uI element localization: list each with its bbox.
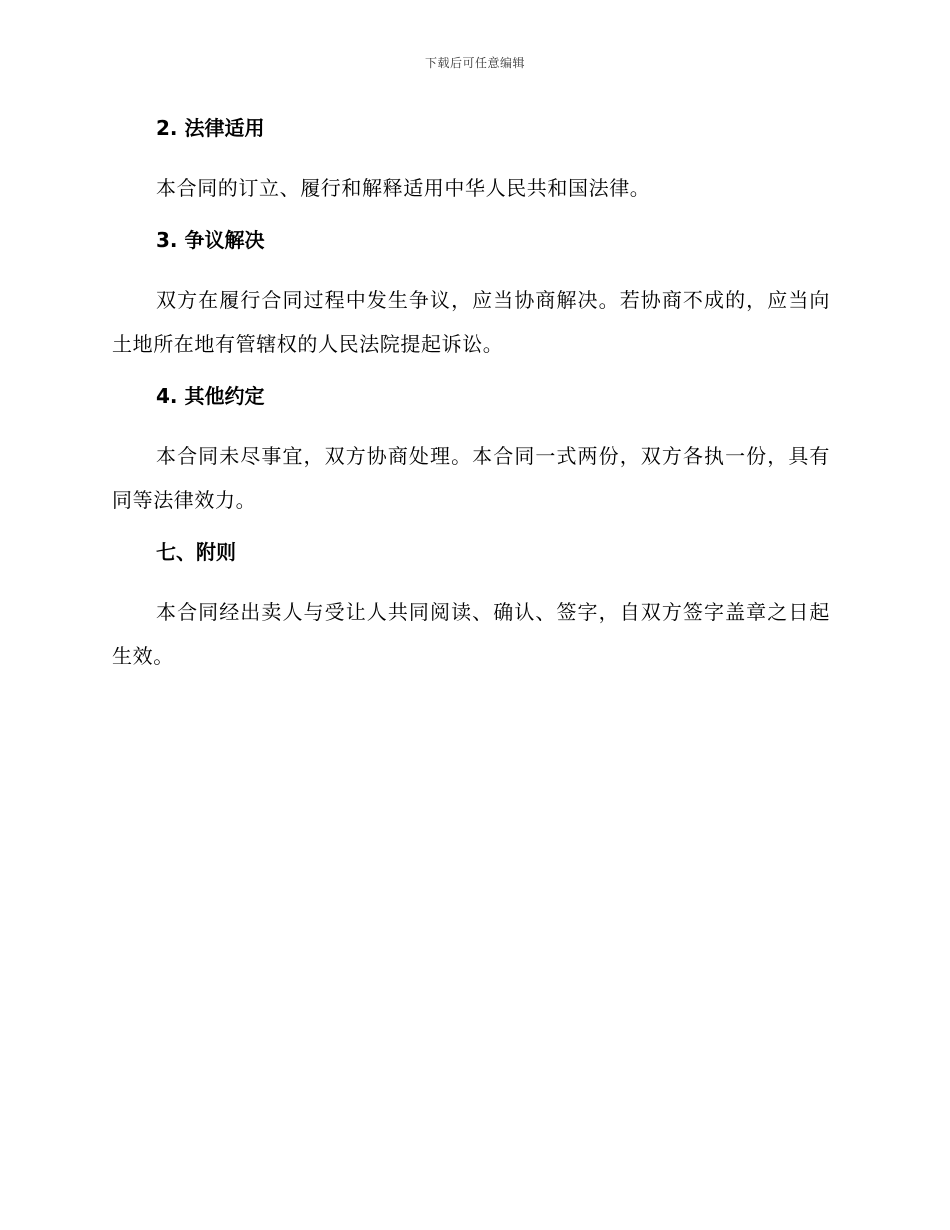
document-body — [112, 112, 830, 692]
section-paragraph-law: 本合同的订立、履行和解释适用中华人民共和国法律。 — [156, 176, 651, 200]
section-paragraph-other: 本合同未尽事宜，双方协商处理。本合同一式两份，双方各执一份，具有同等法律效力。 — [112, 444, 830, 512]
section-heading-dispute: 3. 争议解决 — [156, 228, 265, 252]
section-paragraph-dispute: 双方在履行合同过程中发生争议，应当协商解决。若协商不成的，应当向土地所在地有管辖权的人民法院提起诉讼。 — [112, 288, 830, 356]
section-heading-other: 4. 其他约定 — [156, 384, 265, 408]
page-header: 下载后可任意编辑 — [424, 56, 525, 70]
section-paragraph-appendix: 本合同经出卖人与受让人共同阅读、确认、签字，自双方签字盖章之日起生效。 — [112, 600, 830, 668]
section-heading-appendix: 七、附则 — [156, 540, 236, 564]
section-heading-law: 2. 法律适用 — [156, 116, 265, 140]
